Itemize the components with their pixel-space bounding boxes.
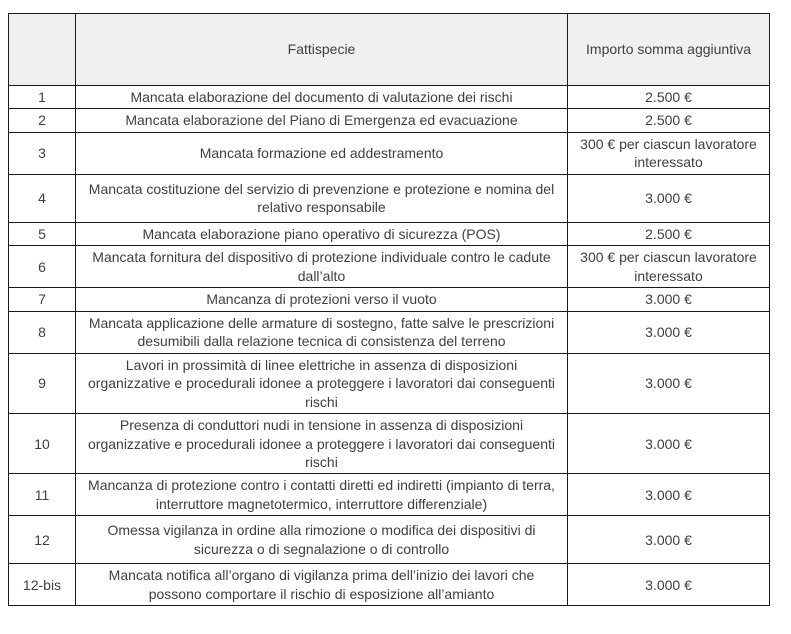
table-row (9, 109, 770, 132)
row-number: 9 (9, 353, 76, 413)
table-header (9, 14, 770, 86)
row-importo: 3.000 € (568, 353, 770, 413)
table-row (9, 222, 770, 245)
table-body (9, 86, 770, 606)
row-importo: 3.000 € (568, 414, 770, 474)
table-row (9, 132, 770, 174)
table-row (9, 86, 770, 109)
row-fattispecie: Mancata elaborazione del documento di valutazione dei rischi (76, 86, 568, 109)
row-fattispecie: Mancata elaborazione del Piano di Emergenza ed evacuazione (76, 109, 568, 132)
sanctions-table (8, 13, 770, 606)
row-number: 12-bis (9, 564, 76, 606)
row-number: 10 (9, 414, 76, 474)
table-row (9, 311, 770, 353)
row-importo: 3.000 € (568, 288, 770, 311)
row-number: 1 (9, 86, 76, 109)
row-importo: 2.500 € (568, 109, 770, 132)
table-row (9, 474, 770, 516)
row-importo: 3.000 € (568, 516, 770, 564)
row-importo: 3.000 € (568, 564, 770, 606)
row-importo: 300 € per ciascun lavoratore interessato (568, 246, 770, 288)
row-number: 2 (9, 109, 76, 132)
row-fattispecie: Lavori in prossimità di linee elettriche in assenza di disposizioni organizzative e procedurali idonee a proteggere i lavoratori dai conseguenti rischi (76, 353, 568, 413)
row-importo: 300 € per ciascun lavoratore interessato (568, 132, 770, 174)
row-fattispecie: Mancata elaborazione piano operativo di sicurezza (POS) (76, 222, 568, 245)
table-row (9, 564, 770, 606)
row-number: 7 (9, 288, 76, 311)
row-number: 11 (9, 474, 76, 516)
row-importo: 3.000 € (568, 311, 770, 353)
row-fattispecie: Mancata fornitura del dispositivo di protezione individuale contro le cadute dall’alto (76, 246, 568, 288)
row-fattispecie: Mancanza di protezioni verso il vuoto (76, 288, 568, 311)
table-row (9, 288, 770, 311)
table-row (9, 516, 770, 564)
row-fattispecie: Mancata applicazione delle armature di sostegno, fatte salve le prescrizioni desumibili dalla relazione tecnica di consistenza del terreno (76, 311, 568, 353)
row-fattispecie: Mancata notifica all’organo di vigilanza prima dell’inizio dei lavori che possono comportare il rischio di esposizione all’amianto (76, 564, 568, 606)
row-fattispecie: Mancata formazione ed addestramento (76, 132, 568, 174)
header-cell-fattispecie: Fattispecie (76, 14, 568, 86)
table-row (9, 353, 770, 413)
row-importo: 2.500 € (568, 222, 770, 245)
table-row (9, 246, 770, 288)
row-number: 12 (9, 516, 76, 564)
row-importo: 3.000 € (568, 474, 770, 516)
table-row (9, 414, 770, 474)
header-cell-number (9, 14, 76, 86)
header-row (9, 14, 770, 86)
table-row (9, 174, 770, 222)
header-cell-importo: Importo somma aggiuntiva (568, 14, 770, 86)
row-number: 6 (9, 246, 76, 288)
row-number: 5 (9, 222, 76, 245)
row-importo: 3.000 € (568, 174, 770, 222)
row-number: 8 (9, 311, 76, 353)
row-number: 4 (9, 174, 76, 222)
row-number: 3 (9, 132, 76, 174)
row-fattispecie: Presenza di conduttori nudi in tensione in assenza di disposizioni organizzative e procedurali idonee a proteggere i lavoratori dai conseguenti rischi (76, 414, 568, 474)
row-fattispecie: Omessa vigilanza in ordine alla rimozione o modifica dei dispositivi di sicurezza o di segnalazione o di controllo (76, 516, 568, 564)
row-fattispecie: Mancata costituzione del servizio di prevenzione e protezione e nomina del relativo responsabile (76, 174, 568, 222)
row-fattispecie: Mancanza di protezione contro i contatti diretti ed indiretti (impianto di terra, interruttore magnetotermico, interruttore differenziale) (76, 474, 568, 516)
row-importo: 2.500 € (568, 86, 770, 109)
